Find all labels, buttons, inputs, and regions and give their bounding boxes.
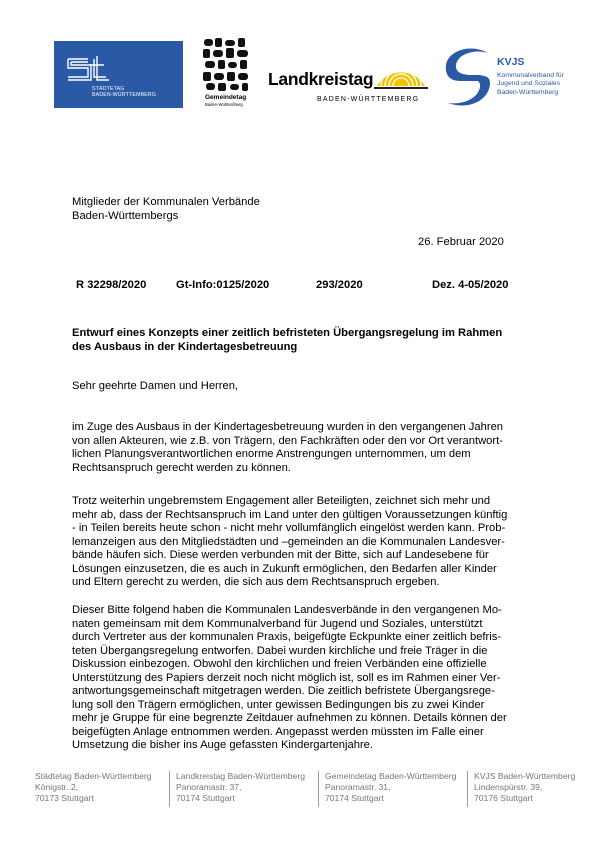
gemeindetag-logo: [201, 37, 253, 113]
reference-number-4: Dez. 4-05/2020: [432, 279, 509, 291]
reference-number-2: Gt-Info:0125/2020: [176, 279, 270, 291]
staedtetag-label: [92, 86, 156, 98]
recipient-line-1: Mitglieder der Kommunalen Verbände: [72, 196, 260, 208]
paragraph-line: Rechtsanspruch gerecht werden zu können.: [72, 461, 291, 474]
footer-street: Königstr. 2,: [35, 782, 78, 792]
footer-city: 70174 Stuttgart: [176, 793, 235, 803]
footer-address-staedtetag: [28, 771, 152, 807]
footer-city: 70173 Stuttgart: [35, 793, 94, 803]
staedtetag-logo: [54, 41, 183, 108]
kvjs-mark-icon: [440, 45, 496, 111]
paragraph-line: mehr je Gruppe für eine begrenzte Zeitdauer aufnehmen zu können. Details können der: [72, 712, 507, 724]
footer-street: Panoramastr. 37,: [176, 782, 242, 792]
body-paragraph-2: [72, 495, 507, 590]
paragraph-line: Umsetzung die bisher ins Auge gefassten Kindergartenjahre.: [72, 739, 374, 751]
paragraph-line: Trotz weiterhin ungebremstem Engagement aller Beteiligten, zeichnet sich mehr und: [72, 495, 491, 507]
footer-address-gemeindetag: [318, 771, 456, 807]
kvjs-line-1: Kommunalverband für: [497, 72, 564, 79]
footer-address-landkreistag: [169, 771, 305, 807]
footer-street: Panoramastr. 31,: [325, 782, 391, 792]
paragraph-line: durch Vertreter aus der kommunalen Praxis, beigefügte Eckpunkte einer zeitlich befris-: [72, 631, 502, 643]
subject-line-1: Entwurf eines Konzepts einer zeitlich befristeten Übergangsregelung im Rahmen: [72, 327, 503, 339]
gemeindetag-sub: Baden-Württemberg: [205, 102, 243, 107]
footer-org: KVJS Baden-Württemberg: [474, 771, 576, 781]
footer-org: Landkreistag Baden-Württemberg: [176, 771, 305, 781]
paragraph-line: lichen Planungsverantwortlichen enorme Anstrengungen unternommen, um dem: [72, 448, 471, 460]
paragraph-line: und Eltern gerecht zu werden, die sich aus dem Rechtsanspruch ergeben.: [72, 576, 440, 588]
footer-address-kvjs: [467, 771, 575, 807]
kvjs-name: KVJS: [497, 56, 525, 68]
paragraph-line: mehr ab, dass der Rechtsanspruch im Land unter den gültigen Voraussetzungen künftig: [72, 508, 508, 521]
paragraph-line: Dieser Bitte folgend haben die Kommunalen Landesverbände in den vergangenen Mo-: [72, 604, 502, 616]
paragraph-line: Diskussion einbezogen. Obwohl den kirchlichen und freien Verbänden eine offizielle: [72, 658, 487, 670]
paragraph-line: lemanzeigen aus den Mitgliedstädten und –gemeinden an die Kommunalen Landesver-: [72, 535, 505, 548]
footer-city: 70176 Stuttgart: [474, 793, 533, 803]
paragraph-line: lung soll den Trägern ermöglichen, unter gewissen Bedingungen bis zu zwei Kinder: [72, 698, 485, 711]
staedtetag-line-2: BADEN-WÜRTTEMBERG: [92, 92, 157, 99]
reference-number-1: R 32298/2020: [76, 279, 147, 291]
landkreistag-logo: [265, 44, 430, 110]
paragraph-line: beigefügten Anlage entnommen werden. Angepasst werden müssten im Falle einer: [72, 725, 484, 738]
letter-date: 26. Februar 2020: [418, 236, 504, 248]
footer-street: Lindenspürstr. 39,: [474, 782, 543, 792]
paragraph-line: antwortungsgemeinschaft mitgetragen werden. Die zeitlich befristete Übergangsrege-: [72, 685, 495, 697]
kvjs-line-2: Jugend und Soziales: [497, 80, 561, 88]
kvjs-logo: [440, 45, 580, 111]
recipient-line-2: Baden-Württembergs: [72, 209, 179, 222]
landkreistag-name: Landkreistag: [268, 69, 374, 89]
letter-subject: [72, 327, 502, 354]
reference-number-3: 293/2020: [316, 279, 363, 291]
footer-org: Städtetag Baden-Württemberg: [35, 771, 152, 781]
gemeindetag-name: Gemeindetag: [205, 94, 247, 101]
gemeindetag-mark-icon: [201, 37, 253, 93]
paragraph-line: naten gemeinsam mit dem Kommunalverband für Jugend und Soziales, unterstützt: [72, 617, 483, 630]
footer-org: Gemeindetag Baden-Württemberg: [325, 771, 457, 781]
salutation: Sehr geehrte Damen und Herren,: [72, 380, 239, 392]
paragraph-line: im Zuge des Ausbaus in der Kindertagesbetreuung wurden in den vergangenen Jahren: [72, 421, 504, 433]
paragraph-line: Unterstützung des Papiers derzeit noch nicht möglich ist, soll es im Rahmen einer Ver-: [72, 671, 501, 684]
paragraph-line: teten Übergangsregelung entworfen. Dabei wurden kirchliche und freie Träger in die: [72, 644, 488, 657]
paragraph-line: - in Teilen bereits heute schon - nicht mehr vollumfänglich eingelöst werden kann. Prob-: [72, 522, 506, 534]
staedtetag-line-1: STÄDTETAG: [92, 86, 125, 92]
subject-line-2: des Ausbaus in der Kindertagesbetreuung: [72, 340, 298, 353]
body-paragraph-3: [72, 604, 507, 753]
body-paragraph-1: [72, 421, 503, 475]
kvjs-line-3: Baden-Württemberg: [497, 88, 559, 96]
paragraph-line: Lösungen einzusetzen, die es auch in Zukunft ermöglichen, den Bedarfen aller Kinder: [72, 562, 497, 575]
paragraph-line: von allen Akteuren, wie z.B. von Trägern, den Fachkräften oder den vor Ort verantwort-: [72, 434, 503, 447]
recipient-address: [72, 196, 260, 223]
kvjs-subtitle: [497, 72, 564, 97]
landkreistag-sub: BADEN-WÜRTTEMBERG: [317, 96, 420, 103]
footer-city: 70174 Stuttgart: [325, 793, 384, 803]
paragraph-line: bände häufen sich. Diese werden verbunden mit der Bitte, sich auf Landesebene für: [72, 549, 489, 561]
